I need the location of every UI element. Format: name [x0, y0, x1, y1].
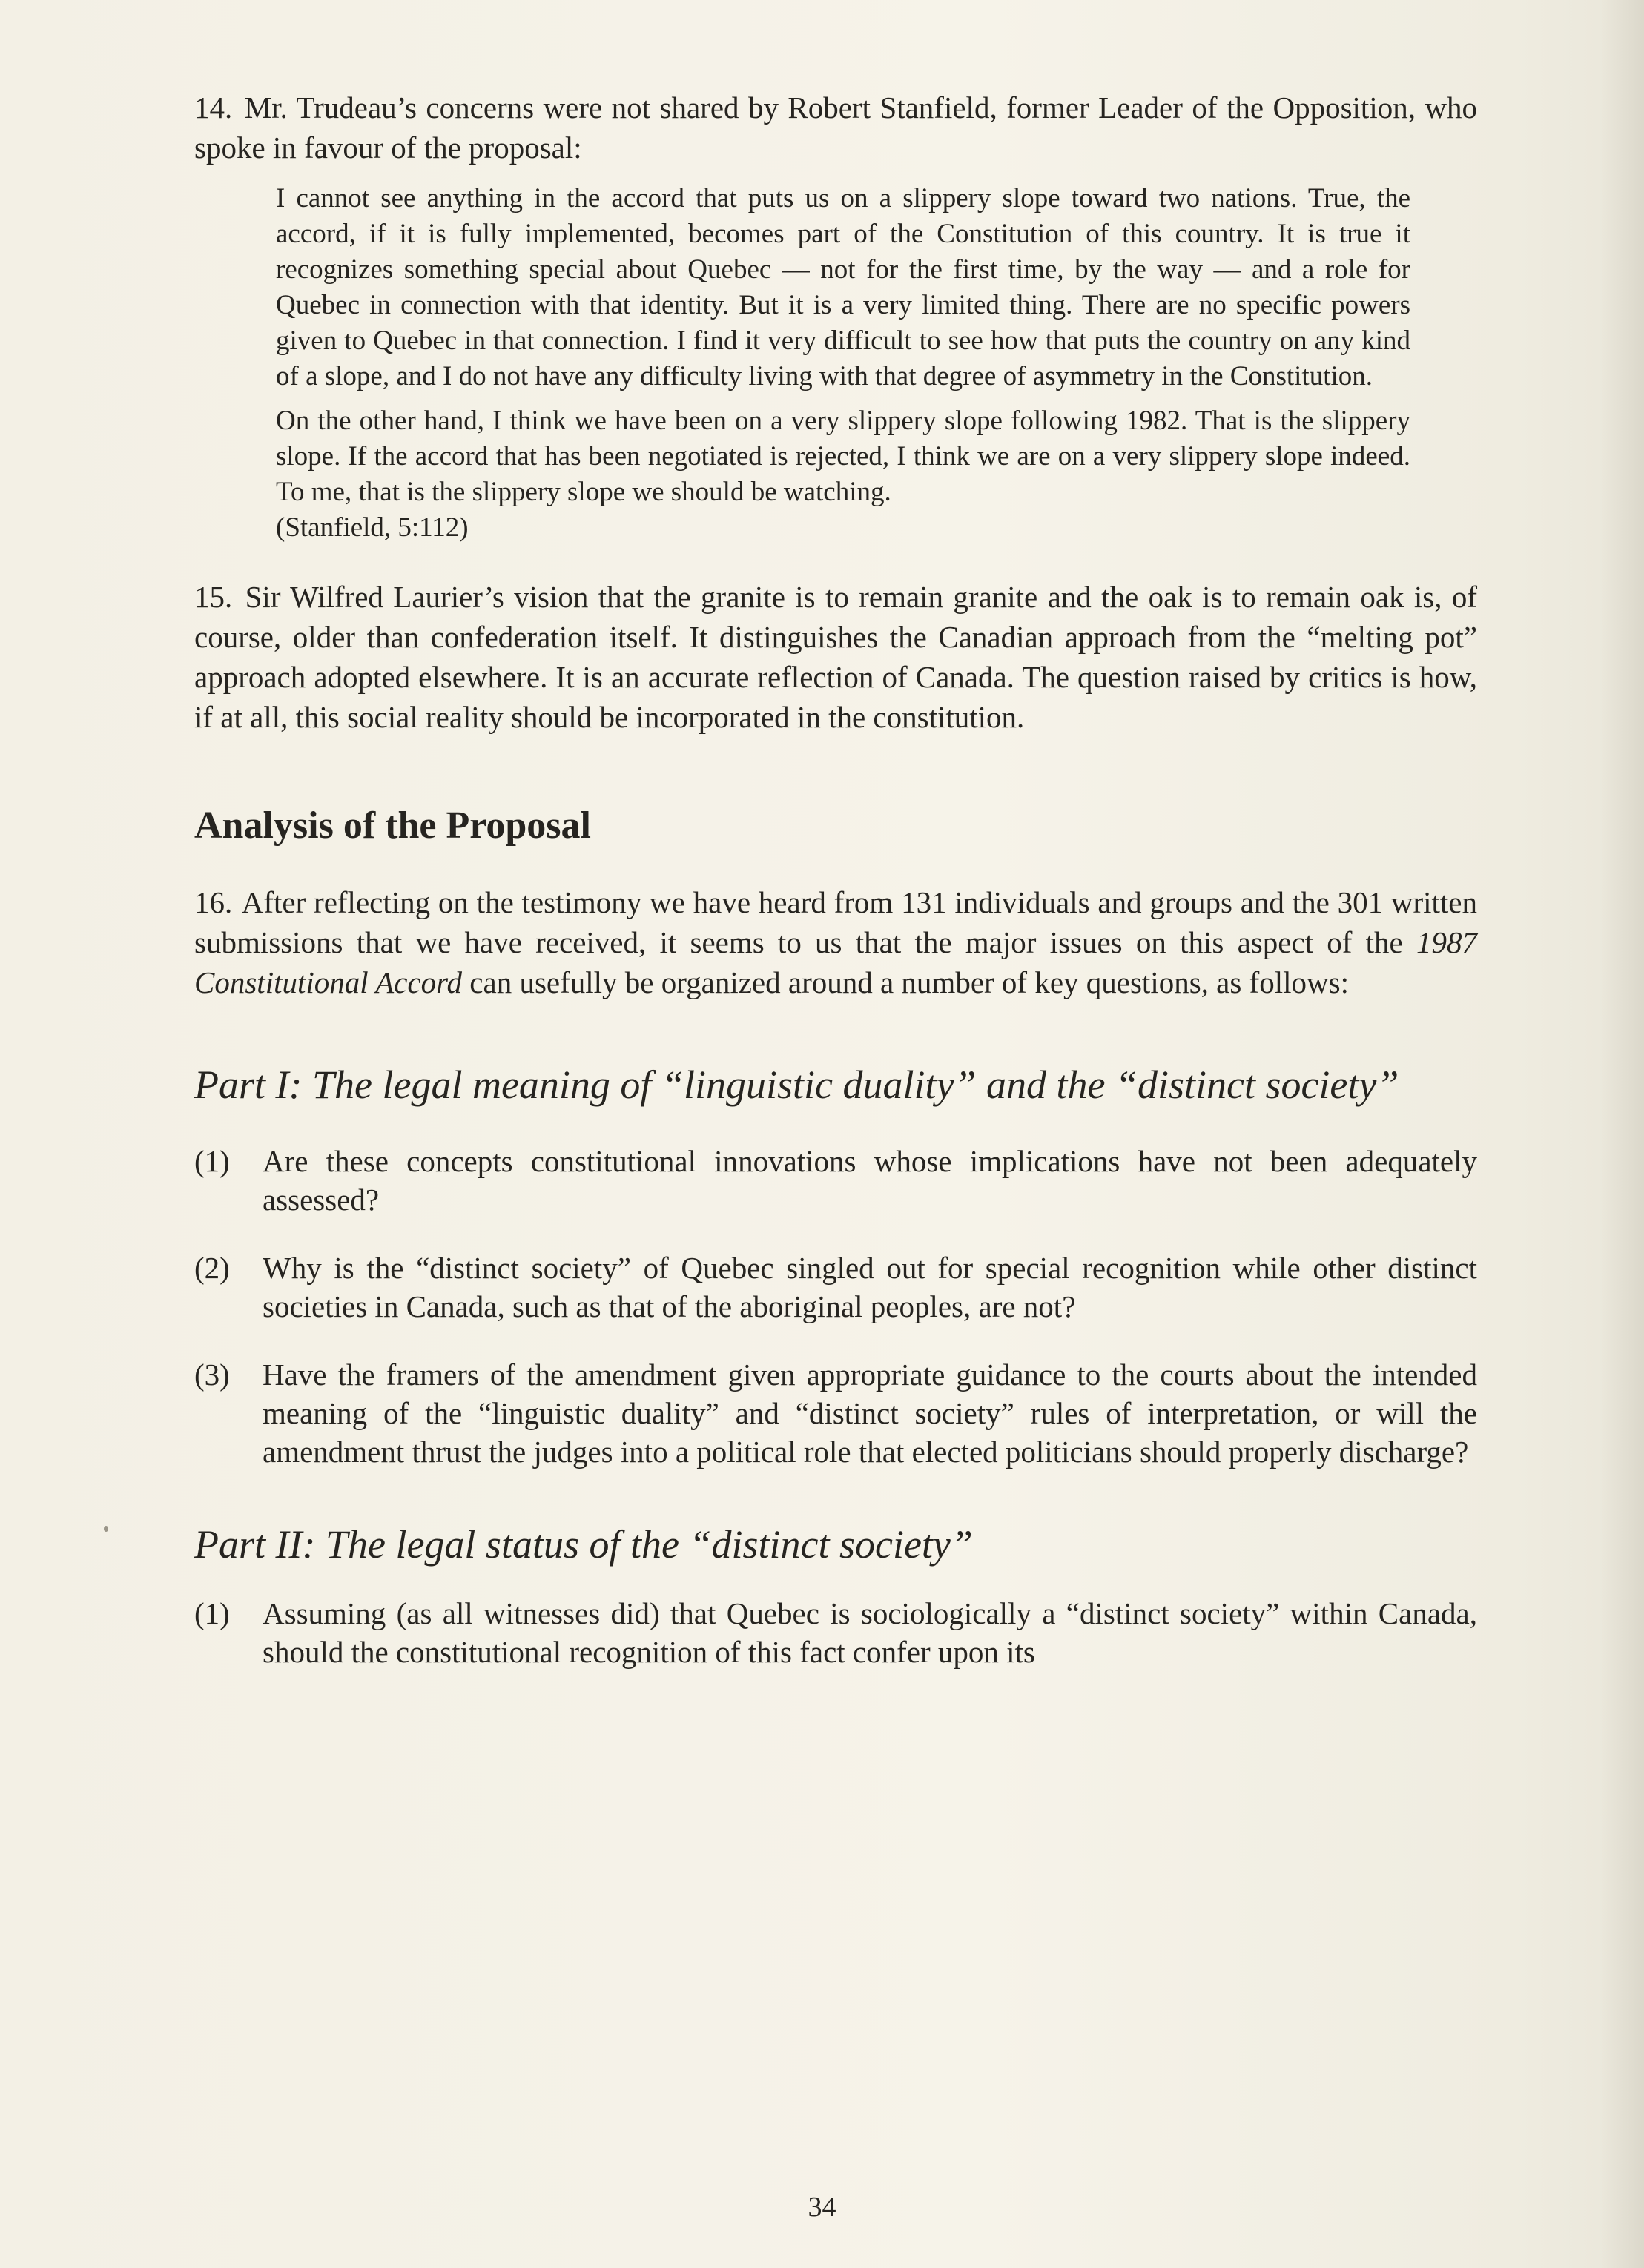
part-1-heading: Part I: The legal meaning of “linguistic duality” and the “distinct society” — [194, 1062, 1399, 1107]
question-text: Are these concepts constitutional innovations whose implications have not been adequately assessed? — [263, 1144, 1477, 1217]
block-quote-paragraph-2: On the other hand, I think we have been on a very slippery slope following 1982. That is the slippery slope. If the accord that has been negotiated is rejected, I think we are on a very slippery slope indeed. To me, that is the slippery slope we should be watching. — [276, 406, 1410, 507]
question-number: (2) — [194, 1251, 230, 1285]
part-2-heading: Part II: The legal status of the “distinct society” — [194, 1522, 973, 1567]
question-number: (1) — [194, 1596, 230, 1630]
page-content — [194, 87, 1477, 1671]
paragraph-number: 15. — [194, 580, 233, 614]
question-number: (3) — [194, 1358, 230, 1392]
paragraph-text-start: After reflecting on the testimony we have heard from 131 individuals and groups and the 301 written submissions that we have received, it seems to us that the major issues on this aspect of the — [194, 885, 1477, 959]
part-1-question-1 — [194, 1142, 1477, 1219]
paragraph-text: Mr. Trudeau’s concerns were not shared by Robert Stanfield, former Leader of the Opposition, who spoke in favour of the proposal: — [194, 90, 1478, 165]
part-1-question-3 — [194, 1355, 1477, 1471]
paragraph-text-end: can usefully be organized around a number of key questions, as follows: — [462, 965, 1349, 999]
paragraph-14 — [194, 87, 1477, 168]
part-1-question-2 — [194, 1249, 1477, 1326]
page-number: 34 — [808, 2192, 836, 2223]
paragraph-16 — [194, 882, 1477, 1002]
accord-title-italic: 1987 Constitutional Accord — [194, 925, 1477, 999]
question-number: (1) — [194, 1144, 230, 1178]
paragraph-text: Sir Wilfred Laurier’s vision that the granite is to remain granite and the oak is to remain oak is, of course, older than confederation itself. It distinguishes the Canadian approach from the “melting pot” approach adopted elsewhere. It is an accurate reflection of Canada. The question raised by critics is how, if at all, this social reality should be incorporated in the constitution. — [194, 580, 1478, 734]
paragraph-number: 14. — [194, 90, 233, 125]
paper-speck — [104, 1526, 108, 1532]
question-text: Have the framers of the amendment given appropriate guidance to the courts about the intended meaning of the “linguistic duality” and “distinct society” rules of interpretation, or will the amendment thrust the judges into a political role that elected politicians should properly discharge? — [263, 1358, 1477, 1469]
question-text: Why is the “distinct society” of Quebec singled out for special recognition while other distinct societies in Canada, such as that of the aboriginal peoples, are not? — [263, 1251, 1477, 1323]
paragraph-number: 16. — [194, 885, 233, 919]
question-text: Assuming (as all witnesses did) that Quebec is sociologically a “distinct society” within Canada, should the constitutional recognition of this fact confer upon its — [263, 1596, 1477, 1669]
part-2-question-1 — [194, 1594, 1477, 1671]
page-binding-shadow — [1600, 0, 1644, 2268]
paragraph-15 — [194, 577, 1477, 737]
section-heading-analysis: Analysis of the Proposal — [194, 804, 591, 847]
block-quote-paragraph-1: I cannot see anything in the accord that puts us on a slippery slope toward two nations. True, the accord, if it is fully implemented, becomes part of the Constitution of this country. It is true it recognizes something special about Quebec — not for the first time, by the way — and a role for Quebec in connection with that identity. But it is a very limited thing. There are no specific powers given to Quebec in that connection. I find it very difficult to see how that puts the country on any kind of a slope, and I do not have any difficulty living with that degree of asymmetry in the Constitution. — [276, 183, 1410, 391]
quote-citation: (Stanfield, 5:112) — [276, 512, 469, 543]
